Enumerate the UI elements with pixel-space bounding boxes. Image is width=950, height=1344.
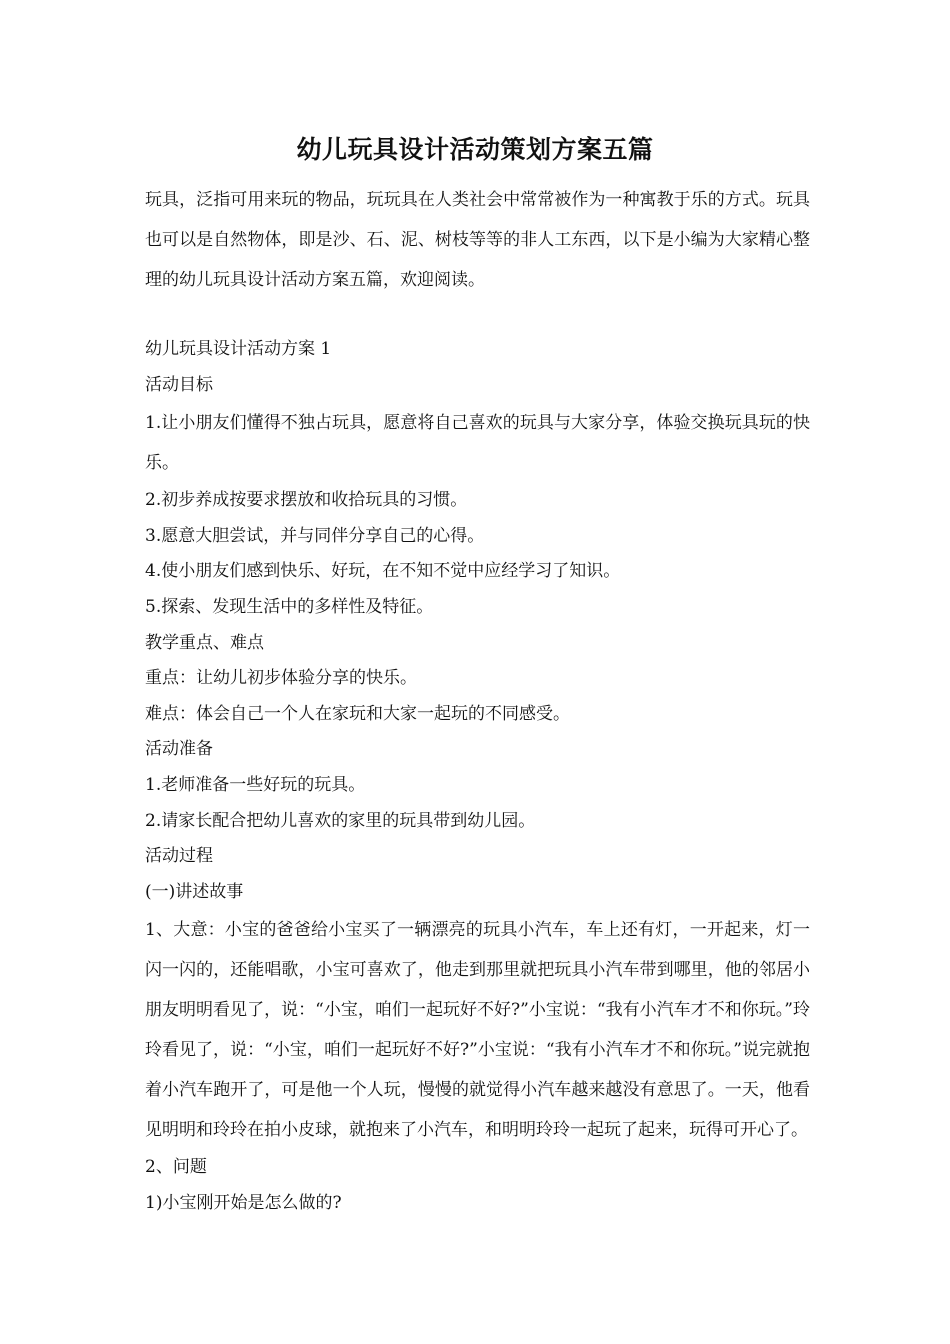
section-title: 幼儿玩具设计活动方案 1: [145, 339, 332, 359]
key-point-item: 重点：让幼儿初步体验分享的快乐。: [145, 668, 417, 689]
heading-goals: 活动目标: [145, 374, 213, 395]
question-item: 1)小宝刚开始是怎么做的?: [145, 1192, 342, 1213]
goal-item: 3.愿意大胆尝试，并与同伴分享自己的心得。: [145, 525, 485, 546]
document-body: [145, 332, 810, 1222]
subheading-story: (一)讲述故事: [145, 881, 244, 902]
goal-item: 5.探索、发现生活中的多样性及特征。: [145, 596, 434, 617]
goal-item: 1.让小朋友们懂得不独占玩具，愿意将自己喜欢的玩具与大家分享，体验交换玩具玩的快乐。: [145, 413, 810, 474]
intro-paragraph: [145, 180, 810, 300]
preparation-item: 1.老师准备一些好玩的玩具。: [145, 774, 366, 795]
heading-key-points: 教学重点、难点: [145, 632, 264, 653]
difficulty-item: 难点：体会自己一个人在家玩和大家一起玩的不同感受。: [145, 703, 570, 724]
goal-item: 4.使小朋友们感到快乐、好玩，在不知不觉中应经学习了知识。: [145, 561, 621, 582]
goal-item: 2.初步养成按要求摆放和收拾玩具的习惯。: [145, 490, 468, 511]
intro-text: 玩具，泛指可用来玩的物品，玩玩具在人类社会中常常被作为一种寓教于乐的方式。玩具也可以是自然物体，即是沙、石、泥、树枝等等的非人工东西，以下是小编为大家精心整理的幼儿玩具设计活动方案五篇，欢迎阅读。: [145, 190, 810, 290]
document-title: 幼儿玩具设计活动策划方案五篇: [296, 135, 654, 164]
heading-preparation: 活动准备: [145, 739, 213, 760]
subheading-questions: 2、问题: [145, 1157, 207, 1178]
paragraph-spacer: [145, 300, 810, 332]
document-content: [145, 180, 810, 1222]
heading-process: 活动过程: [145, 846, 213, 867]
preparation-item: 2.请家长配合把幼儿喜欢的家里的玩具带到幼儿园。: [145, 810, 536, 831]
story-paragraph: 1、大意：小宝的爸爸给小宝买了一辆漂亮的玩具小汽车，车上还有灯，一开起来，灯一闪一闪的，还能唱歌，小宝可喜欢了，他走到那里就把玩具小汽车带到哪里，他的邻居小朋友明明看见了，说：“小宝，咱们一起玩好不好?”小宝说：“我有小汽车才不和你玩。”玲玲看见了，说：“小宝，咱们一起玩好不好?”小宝说：“我有小汽车才不和你玩。”说完就抱着小汽车跑开了，可是他一个人玩，慢慢的就觉得小汽车越来越没有意思了。一天，他看见明明和玲玲在拍小皮球，就抱来了小汽车，和明明玲玲一起玩了起来，玩得可开心了。: [145, 920, 810, 1141]
